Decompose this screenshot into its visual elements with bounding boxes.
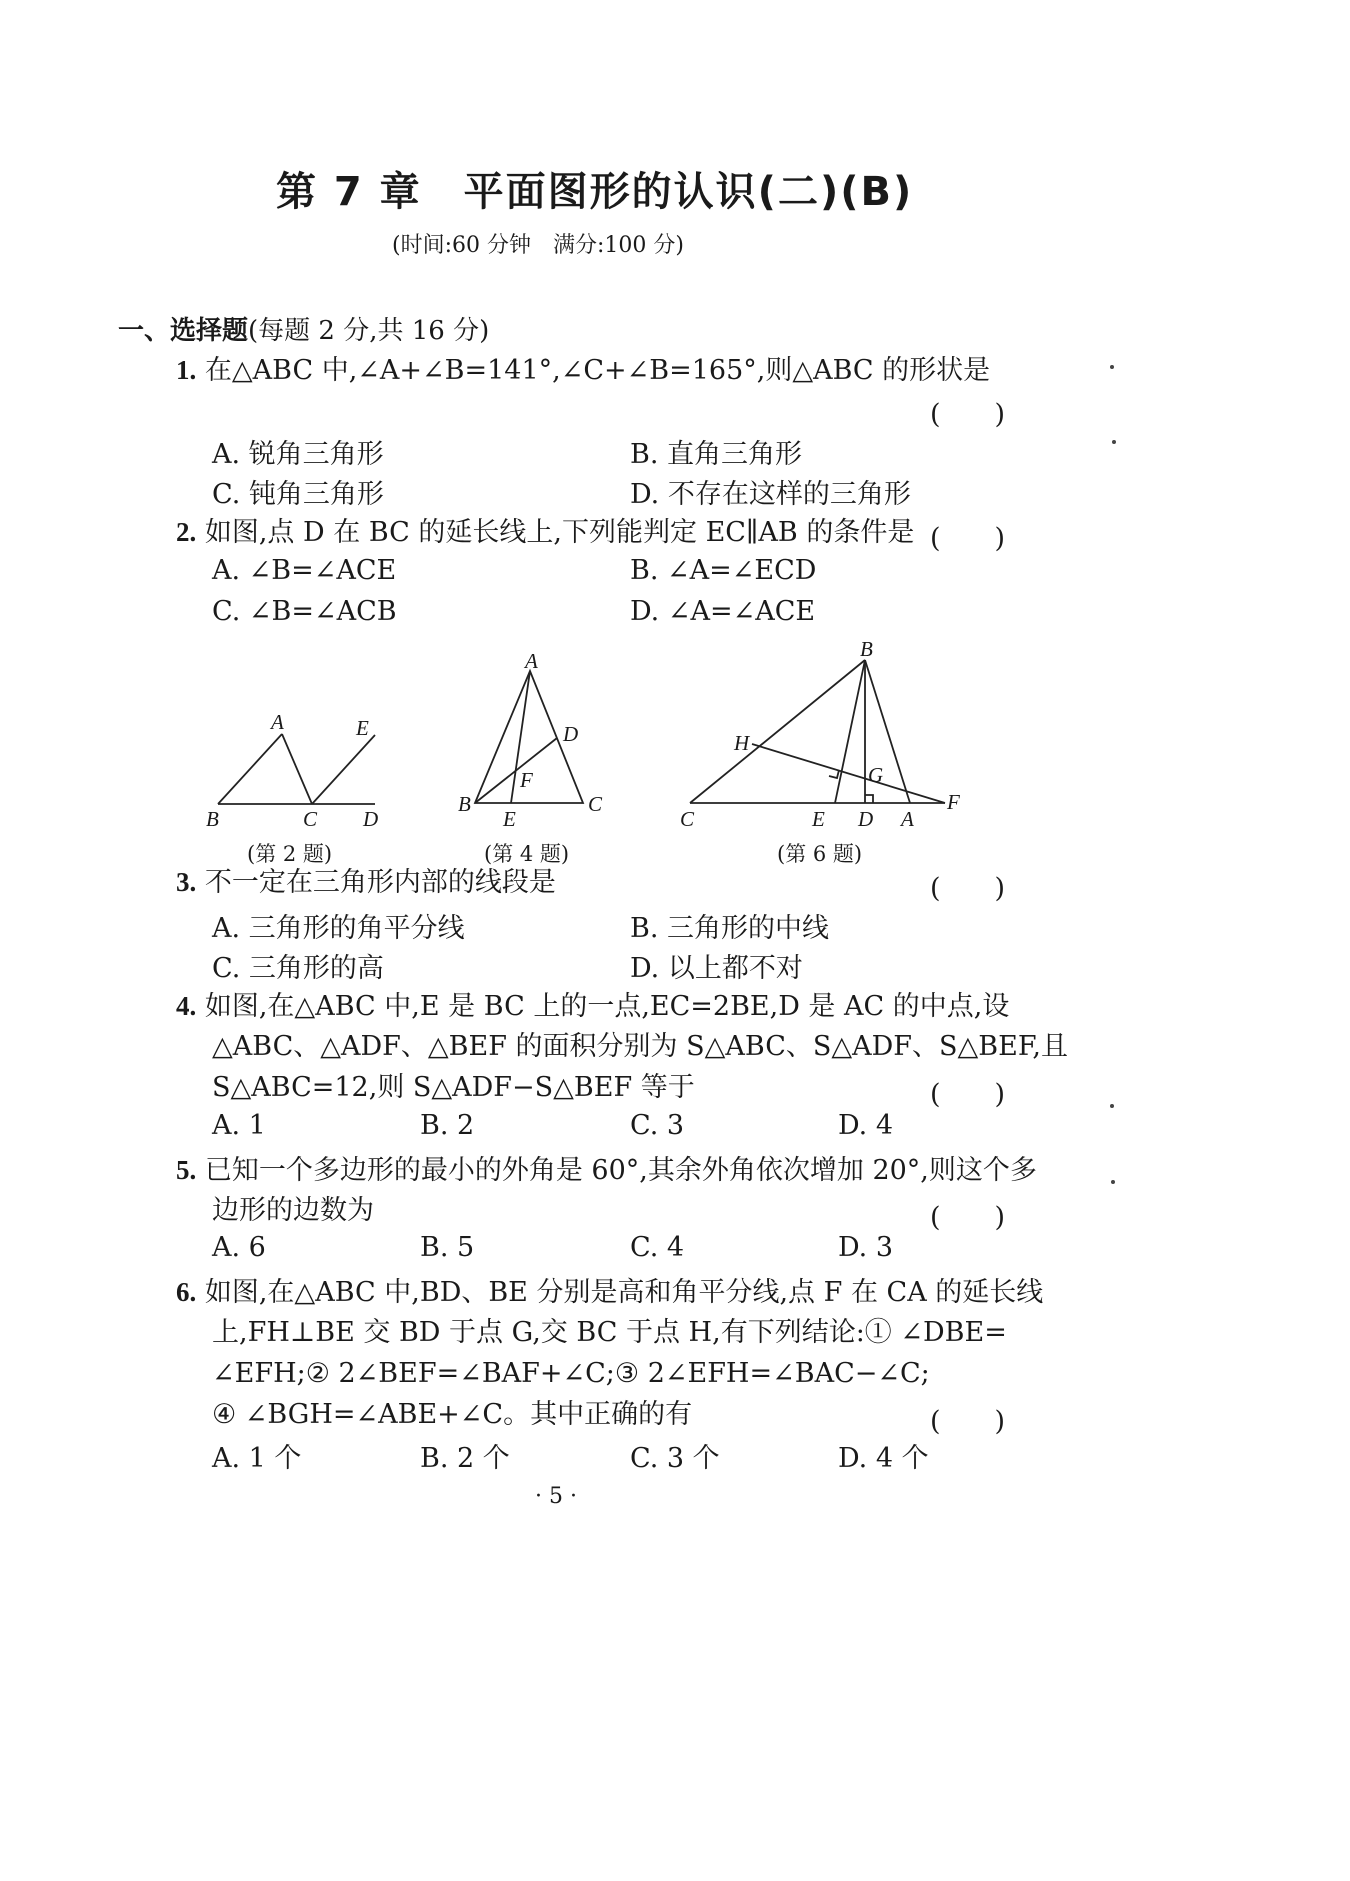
option-b: B. 直角三角形 (630, 439, 803, 470)
label-a: A (525, 649, 538, 673)
question-line: S△ABC=12,则 S△ADF−S△BEF 等于 (212, 1072, 695, 1103)
right-angle-mark (829, 770, 839, 778)
option-b: B. 三角形的中线 (630, 913, 830, 944)
option-b: B. ∠A=∠ECD (630, 555, 817, 586)
option-d: D. 4 个 (838, 1443, 929, 1474)
question-line: △ABC、△ADF、△BEF 的面积分别为 S△ABC、S△ADF、S△BEF,且 (212, 1031, 1068, 1062)
section-title: 一、选择题 (118, 316, 249, 346)
option-d: D. ∠A=∠ACE (630, 596, 816, 627)
question-4-text (176, 986, 1009, 1027)
figure-caption: (第 4 题) (484, 842, 570, 866)
option-d: D. 4 (838, 1110, 894, 1141)
question-line: 不一定在三角形内部的线段是 (204, 867, 556, 898)
label-c: C (303, 807, 318, 831)
option-b: B. 5 (420, 1232, 475, 1263)
figure-question-6 (670, 632, 970, 837)
option-c: C. ∠B=∠ACB (212, 596, 397, 627)
label-b: B (458, 792, 471, 816)
option-b: B. 2 个 (420, 1443, 510, 1474)
segment-ac (282, 734, 312, 804)
option-d: D. 以上都不对 (630, 953, 803, 984)
question-line: 上,FH⊥BE 交 BD 于点 G,交 BC 于点 H,有下列结论:① ∠DBE= (212, 1317, 1007, 1348)
question-line: 已知一个多边形的最小的外角是 60°,其余外角依次增加 20°,则这个多 (204, 1155, 1037, 1186)
question-number: 4. (176, 991, 197, 1021)
question-line: 在△ABC 中,∠A+∠B=141°,∠C+∠B=165°,则△ABC 的形状是 (204, 355, 991, 386)
exam-info: (时间:60 分钟 满分:100 分) (392, 233, 684, 258)
answer-blank: ( ) (930, 523, 1006, 554)
option-b: B. 2 (420, 1110, 475, 1141)
question-line: ④ ∠BGH=∠ABE+∠C。其中正确的有 (212, 1399, 693, 1430)
option-d: D. 3 (838, 1232, 894, 1263)
label-e: E (356, 716, 369, 740)
label-b: B (206, 807, 219, 831)
option-c: C. 4 (630, 1232, 685, 1263)
label-g: G (868, 763, 884, 787)
question-number: 1. (176, 355, 197, 385)
question-number: 6. (176, 1277, 197, 1307)
question-line: 边形的边数为 (212, 1195, 374, 1226)
option-a: A. ∠B=∠ACE (212, 555, 397, 586)
option-d: D. 不存在这样的三角形 (630, 479, 911, 510)
question-line: 如图,点 D 在 BC 的延长线上,下列能判定 EC∥AB 的条件是 (204, 517, 915, 548)
option-a: A. 1 (212, 1110, 266, 1141)
question-line: 如图,在△ABC 中,E 是 BC 上的一点,EC=2BE,D 是 AC 的中点,设 (204, 991, 1010, 1022)
question-number: 2. (176, 517, 197, 547)
section-header (118, 310, 489, 347)
label-d: D (858, 807, 874, 831)
page-number: · 5 · (535, 1484, 577, 1509)
scan-speck (1110, 365, 1114, 369)
question-line: ∠EFH;② 2∠BEF=∠BAF+∠C;③ 2∠EFH=∠BAC−∠C; (212, 1358, 930, 1389)
option-a: A. 6 (212, 1232, 266, 1263)
figure-caption: (第 6 题) (777, 842, 863, 866)
answer-blank: ( ) (930, 1079, 1006, 1110)
answer-blank: ( ) (930, 1202, 1006, 1233)
label-f: F (520, 768, 533, 792)
label-a: A (271, 710, 284, 734)
question-number: 5. (176, 1155, 197, 1185)
answer-blank: ( ) (930, 873, 1006, 904)
label-b: B (860, 637, 873, 661)
answer-blank: ( ) (930, 1406, 1006, 1437)
label-f: F (947, 790, 960, 814)
option-c: C. 3 (630, 1110, 685, 1141)
segment-ba (218, 734, 282, 804)
option-c: C. 三角形的高 (212, 953, 384, 984)
option-c: C. 3 个 (630, 1443, 720, 1474)
label-a: A (901, 807, 914, 831)
figure-question-4 (450, 648, 620, 833)
label-e: E (503, 807, 516, 831)
label-c: C (588, 792, 603, 816)
question-2-text (176, 512, 914, 553)
question-1-text (176, 350, 990, 391)
option-a: A. 1 个 (212, 1443, 302, 1474)
section-note: (每题 2 分,共 16 分) (248, 316, 490, 346)
segment-hf (752, 744, 945, 803)
answer-blank: ( ) (930, 399, 1006, 430)
question-5-text (176, 1150, 1037, 1191)
figure-question-2 (200, 700, 400, 835)
question-line: 如图,在△ABC 中,BD、BE 分别是高和角平分线,点 F 在 CA 的延长线 (204, 1277, 1044, 1308)
option-a: A. 三角形的角平分线 (212, 913, 465, 944)
question-6-text (176, 1272, 1043, 1313)
figure-caption: (第 2 题) (247, 842, 333, 866)
segment-ce (312, 735, 375, 804)
scan-speck (1110, 1104, 1114, 1108)
label-h: H (734, 731, 750, 755)
question-number: 3. (176, 867, 197, 897)
option-a: A. 锐角三角形 (212, 439, 384, 470)
label-d: D (363, 807, 379, 831)
label-d: D (563, 722, 579, 746)
right-angle-mark (865, 795, 873, 803)
scan-speck (1112, 440, 1116, 444)
scan-speck (1111, 1180, 1115, 1184)
label-e: E (812, 807, 825, 831)
option-c: C. 钝角三角形 (212, 479, 384, 510)
page-title: 第 7 章 平面图形的认识(二)(B) (276, 169, 914, 215)
label-c: C (680, 807, 695, 831)
question-3-text (176, 862, 556, 903)
